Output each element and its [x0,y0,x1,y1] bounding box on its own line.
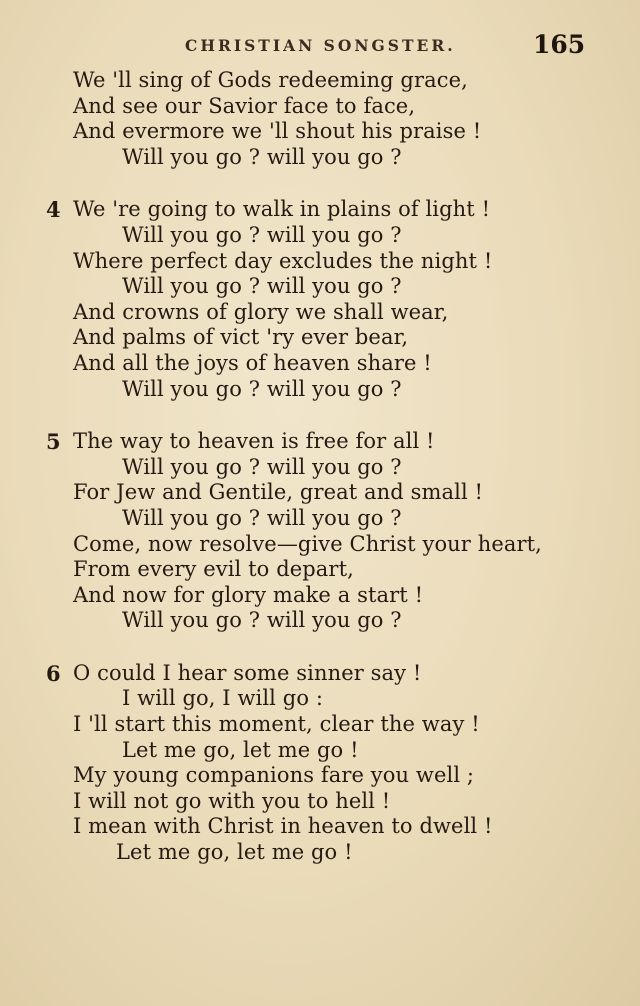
verse-line [0,532,640,558]
line-text: Will you go ? will you go ? [122,454,402,479]
line-text: Where perfect day excludes the night ! [73,248,493,273]
line-text: I will go, I will go : [122,686,324,711]
line-text: Let me go, let me go ! [122,737,359,762]
line-text: For Jew and Gentile, great and small ! [73,480,484,505]
running-title: CHRISTIAN SONGSTER. [185,36,456,55]
verse-line [0,119,640,145]
refrain-line [0,274,640,300]
line-text: We 'll sing of Gods redeeming grace, [73,68,468,92]
verse-line [0,583,640,609]
line-text: And now for glory make a start ! [73,582,424,607]
verse-line [0,351,640,377]
verse-line [0,557,640,583]
line-text: Let me go, let me go ! [116,840,353,865]
line-text: We 're going to walk in plains of light ! [73,197,491,222]
line-text: I will not go with you to hell ! [73,788,391,813]
page-number: 165 [533,30,586,59]
line-text: My young companions fare you well ; [73,763,475,788]
line-text: Will you go ? will you go ? [122,274,402,299]
line-text: Will you go ? will you go ? [122,608,402,633]
refrain-line [0,686,640,712]
line-text: Will you go ? will you go ? [122,222,402,247]
verse-line [0,249,640,275]
line-text: From every evil to depart, [73,557,354,582]
refrain-line [0,840,640,866]
verse-line [0,325,640,351]
verse-line [0,300,640,326]
verse-line [0,763,640,789]
line-text: Will you go ? will you go ? [122,505,402,530]
line-text: I 'll start this moment, clear the way ! [73,712,480,737]
line-text: And evermore we 'll shout his praise ! [73,119,482,144]
stanza-number: 6 [46,660,61,686]
refrain-line [0,608,640,634]
verse-line [0,68,640,94]
refrain-line [0,145,640,171]
line-text: And palms of vict 'ry ever bear, [73,325,409,350]
stanza-6 [0,661,640,866]
hymn-text [0,68,640,893]
verse-line [0,480,640,506]
stanza-continued [0,68,640,170]
line-text: Will you go ? will you go ? [122,144,402,169]
stanza-number: 4 [46,197,61,223]
refrain-line [0,738,640,764]
verse-line [0,429,640,455]
line-text: Come, now resolve—give Christ your heart, [73,531,542,556]
line-text: The way to heaven is free for all ! [73,429,435,454]
verse-line [0,661,640,687]
refrain-line [0,223,640,249]
refrain-line [0,377,640,403]
stanza-5 [0,429,640,634]
line-text: And all the joys of heaven share ! [73,350,432,375]
stanza-number: 5 [46,429,61,455]
stanza-4 [0,197,640,402]
refrain-line [0,455,640,481]
verse-line [0,814,640,840]
verse-line [0,789,640,815]
page-header [0,30,640,62]
verse-line [0,94,640,120]
refrain-line [0,506,640,532]
verse-line [0,712,640,738]
line-text: O could I hear some sinner say ! [73,660,422,685]
line-text: And see our Savior face to face, [73,93,416,118]
line-text: Will you go ? will you go ? [122,376,402,401]
line-text: I mean with Christ in heaven to dwell ! [73,814,493,839]
verse-line [0,197,640,223]
line-text: And crowns of glory we shall wear, [73,299,449,324]
